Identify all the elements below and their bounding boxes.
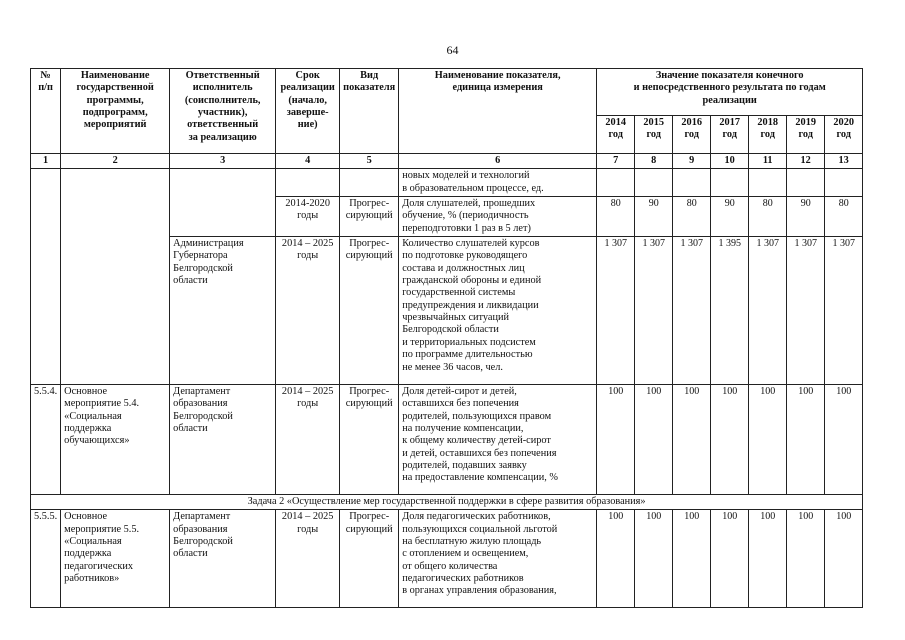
text-line: №	[40, 70, 51, 81]
text-line: единица измерения	[452, 82, 543, 94]
text-line: п/п	[38, 82, 53, 94]
header-indicator-kind	[340, 69, 399, 154]
cell-program-name	[61, 169, 170, 385]
column-number: 13	[825, 154, 863, 169]
text-line: и непосредственного результата по годам	[633, 82, 826, 94]
cell-program-name	[61, 385, 170, 495]
text-line: мероприятий	[83, 119, 147, 131]
indicators-table	[30, 68, 863, 608]
cell-indicator-kind	[340, 169, 399, 197]
text-line: Департамент	[173, 511, 231, 523]
cell-value-2014: 80	[597, 197, 635, 237]
header-year-2016	[673, 116, 711, 154]
cell-value-2020: 100	[825, 385, 863, 495]
text-line: годы	[297, 523, 319, 535]
cell-value-2016: 100	[673, 510, 711, 608]
text-line: Количество слушателей курсов	[402, 238, 540, 250]
cell-number	[31, 169, 61, 385]
text-line: «Социальная	[64, 410, 122, 422]
text-line: Значение показателя конечного	[655, 70, 804, 81]
cell-value-2018: 1 307	[749, 237, 787, 385]
text-line: программы,	[86, 94, 144, 106]
text-line: реализации	[280, 82, 335, 94]
text-line: годы	[297, 210, 319, 222]
text-line: не менее 36 часов, чел.	[402, 361, 503, 373]
text-line: поддержка	[64, 423, 112, 435]
text-line: области	[173, 548, 208, 560]
text-line: исполнитель	[192, 82, 253, 94]
cell-value-2016: 1 307	[673, 237, 711, 385]
text-line: работников»	[64, 573, 120, 585]
text-line: год	[798, 129, 813, 141]
text-line: мероприятие 5.4.	[64, 398, 140, 410]
text-line: год	[836, 129, 851, 141]
header-number	[31, 69, 61, 154]
table-row	[31, 385, 863, 495]
cell-indicator-name	[399, 385, 597, 495]
text-line: Прогрес-	[349, 198, 390, 210]
cell-term	[276, 197, 340, 237]
header-indicator-name	[399, 69, 597, 154]
cell-indicator-name	[399, 237, 597, 385]
cell-term	[276, 510, 340, 608]
cell-responsible	[170, 237, 276, 385]
cell-number: 5.5.4.	[31, 385, 61, 495]
cell-indicator-name	[399, 169, 597, 197]
text-line: переподготовки 1 раз в 5 лет)	[402, 222, 531, 234]
text-line: обучение, % (периодичность	[402, 210, 529, 222]
cell-value-2018: 100	[749, 510, 787, 608]
text-line: Прогрес-	[349, 238, 390, 250]
cell-value-2016: 80	[673, 197, 711, 237]
text-line: пользующихся социальной льготой	[402, 523, 558, 535]
cell-value-2017: 100	[711, 510, 749, 608]
cell-indicator-kind	[340, 510, 399, 608]
text-line: гражданской обороны и единой	[402, 275, 542, 287]
column-number: 1	[31, 154, 61, 169]
text-line: годы	[297, 250, 319, 262]
cell-value-2015: 100	[635, 385, 673, 495]
header-term	[276, 69, 340, 154]
cell-value-2017: 1 395	[711, 237, 749, 385]
text-line: реализации	[702, 94, 757, 106]
header-year-2015	[635, 116, 673, 154]
cell-value-2015: 1 307	[635, 237, 673, 385]
column-number: 10	[711, 154, 749, 169]
cell-term	[276, 237, 340, 385]
text-line: 2014 – 2025	[281, 511, 334, 523]
cell-value-2017: 90	[711, 197, 749, 237]
text-line: сирующий	[345, 250, 393, 262]
cell-program-name	[61, 510, 170, 608]
header-program-name	[61, 69, 170, 154]
text-line: новых моделей и технологий	[402, 170, 530, 182]
text-line: по программе длительностью	[402, 349, 533, 361]
cell-indicator-kind	[340, 197, 399, 237]
cell-value	[787, 169, 825, 197]
cell-indicator-kind	[340, 237, 399, 385]
task-heading: Задача 2 «Осуществление мер государственной поддержки в сфере развития образования»	[31, 495, 863, 510]
text-line: год	[646, 129, 661, 141]
text-line: сирующий	[345, 523, 393, 535]
column-number: 9	[673, 154, 711, 169]
cell-value	[635, 169, 673, 197]
text-line: на бесплатную жилую площадь	[402, 536, 542, 548]
column-number: 5	[340, 154, 399, 169]
text-line: Наименование показателя,	[434, 70, 561, 81]
text-line: к общему количеству детей-сирот	[402, 435, 551, 447]
text-line: год	[760, 129, 775, 141]
cell-value	[711, 169, 749, 197]
text-line: области	[173, 423, 208, 435]
text-line: сирующий	[345, 398, 393, 410]
cell-value-2019: 1 307	[787, 237, 825, 385]
text-line: Прогрес-	[349, 511, 390, 523]
column-number: 2	[61, 154, 170, 169]
text-line: в органах управления образования,	[402, 585, 557, 597]
text-line: Департамент	[173, 386, 231, 398]
text-line: и территориальных подсистем	[402, 336, 536, 348]
text-line: Губернатора	[173, 250, 228, 262]
text-line: заверше-	[286, 107, 329, 119]
text-line: состава и должностных лиц	[402, 262, 525, 274]
cell-value-2019: 90	[787, 197, 825, 237]
cell-indicator-name	[399, 510, 597, 608]
column-number: 12	[787, 154, 825, 169]
cell-value-2014: 1 307	[597, 237, 635, 385]
text-line: 2016	[681, 117, 702, 128]
text-line: Основное	[64, 511, 108, 523]
text-line: Доля слушателей, прошедших	[402, 198, 536, 210]
text-line: 2015	[643, 117, 664, 128]
text-line: предупреждения и ликвидации	[402, 299, 539, 311]
cell-value	[673, 169, 711, 197]
text-line: от общего количества	[402, 560, 498, 572]
text-line: Белгородской	[173, 262, 233, 274]
text-line: мероприятие 5.5.	[64, 523, 140, 535]
cell-term	[276, 169, 340, 197]
text-line: Прогрес-	[349, 386, 390, 398]
text-line: 2017	[719, 117, 740, 128]
column-number: 8	[635, 154, 673, 169]
text-line: обучающихся»	[64, 435, 130, 447]
page-number: 64	[446, 43, 459, 57]
cell-value-2014: 100	[597, 510, 635, 608]
cell-number: 5.5.5.	[31, 510, 61, 608]
cell-value-2020: 80	[825, 197, 863, 237]
cell-value-2016: 100	[673, 385, 711, 495]
text-line: оставшихся без попечения	[402, 398, 519, 410]
column-number: 11	[749, 154, 787, 169]
header-year-2020	[825, 116, 863, 154]
text-line: «Социальная	[64, 536, 122, 548]
text-line: ответственный	[187, 119, 259, 131]
header-year-2017	[711, 116, 749, 154]
cell-term	[276, 385, 340, 495]
column-number: 4	[276, 154, 340, 169]
text-line: Доля педагогических работников,	[402, 511, 551, 523]
cell-value-2015: 100	[635, 510, 673, 608]
cell-indicator-kind	[340, 385, 399, 495]
column-number: 6	[399, 154, 597, 169]
text-line: образования	[173, 523, 228, 535]
text-line: 2014	[605, 117, 626, 128]
text-line: государственной	[76, 82, 154, 94]
text-line: Белгородской области	[402, 324, 499, 336]
text-line: родителей, подавших заявку	[402, 460, 527, 472]
text-line: год	[608, 129, 623, 141]
column-number: 3	[170, 154, 276, 169]
header-year-2014	[597, 116, 635, 154]
text-line: 2014 – 2025	[281, 386, 334, 398]
text-line: образования	[173, 398, 228, 410]
text-line: Ответственный	[185, 70, 260, 81]
text-line: в образовательном процессе, ед.	[402, 182, 544, 194]
text-line: Белгородской	[173, 536, 233, 548]
text-line: с отоплением и освещением,	[402, 548, 529, 560]
text-line: Белгородской	[173, 410, 233, 422]
cell-value-2019: 100	[787, 510, 825, 608]
text-line: Наименование	[80, 70, 150, 81]
text-line: за реализацию	[188, 131, 257, 143]
cell-value-2017: 100	[711, 385, 749, 495]
text-line: участник),	[197, 107, 248, 119]
cell-value-2020: 100	[825, 510, 863, 608]
text-line: подпрограмм,	[82, 107, 148, 119]
cell-value-2015: 90	[635, 197, 673, 237]
cell-value	[749, 169, 787, 197]
text-line: 2018	[757, 117, 778, 128]
text-line: 2020	[833, 117, 854, 128]
text-line: родителей, пользующихся правом	[402, 410, 552, 422]
text-line: по подготовке руководящего	[402, 250, 528, 262]
text-line: показателя	[343, 82, 396, 94]
cell-responsible	[170, 510, 276, 608]
text-line: (начало,	[288, 94, 327, 106]
cell-value	[597, 169, 635, 197]
text-line: год	[684, 129, 699, 141]
text-line: год	[722, 129, 737, 141]
cell-value-2020: 1 307	[825, 237, 863, 385]
cell-indicator-name	[399, 197, 597, 237]
header-responsible	[170, 69, 276, 154]
cell-value	[825, 169, 863, 197]
text-line: педагогических	[64, 560, 134, 572]
text-line: Срок	[295, 70, 320, 81]
table-row	[31, 169, 863, 197]
header-values-group	[597, 69, 863, 116]
column-number: 7	[597, 154, 635, 169]
text-line: на предоставление компенсации, %	[402, 472, 559, 484]
text-line: сирующий	[345, 210, 393, 222]
text-line: 2014 – 2025	[281, 238, 334, 250]
cell-value-2014: 100	[597, 385, 635, 495]
cell-value-2019: 100	[787, 385, 825, 495]
text-line: чрезвычайных ситуаций	[402, 312, 510, 324]
header-year-2018	[749, 116, 787, 154]
text-line: (соисполнитель,	[184, 94, 261, 106]
text-line: 2019	[795, 117, 816, 128]
text-line: и детей, оставшихся без попечения	[402, 447, 557, 459]
table-row	[31, 495, 863, 510]
table-row	[31, 510, 863, 608]
text-line: поддержка	[64, 548, 112, 560]
cell-responsible	[170, 385, 276, 495]
cell-responsible	[170, 169, 276, 237]
text-line: 2014-2020	[285, 198, 330, 210]
text-line: Основное	[64, 386, 108, 398]
text-line: годы	[297, 398, 319, 410]
text-line: на получение компенсации,	[402, 423, 524, 435]
text-line: области	[173, 275, 208, 287]
text-line: Доля детей-сирот и детей,	[402, 386, 517, 398]
header-year-2019	[787, 116, 825, 154]
text-line: Администрация	[173, 238, 244, 250]
cell-value-2018: 100	[749, 385, 787, 495]
text-line: Вид	[360, 70, 379, 81]
text-line: государственной системы	[402, 287, 516, 299]
text-line: педагогических работников	[402, 573, 524, 585]
cell-value-2018: 80	[749, 197, 787, 237]
text-line: ние)	[297, 119, 318, 131]
